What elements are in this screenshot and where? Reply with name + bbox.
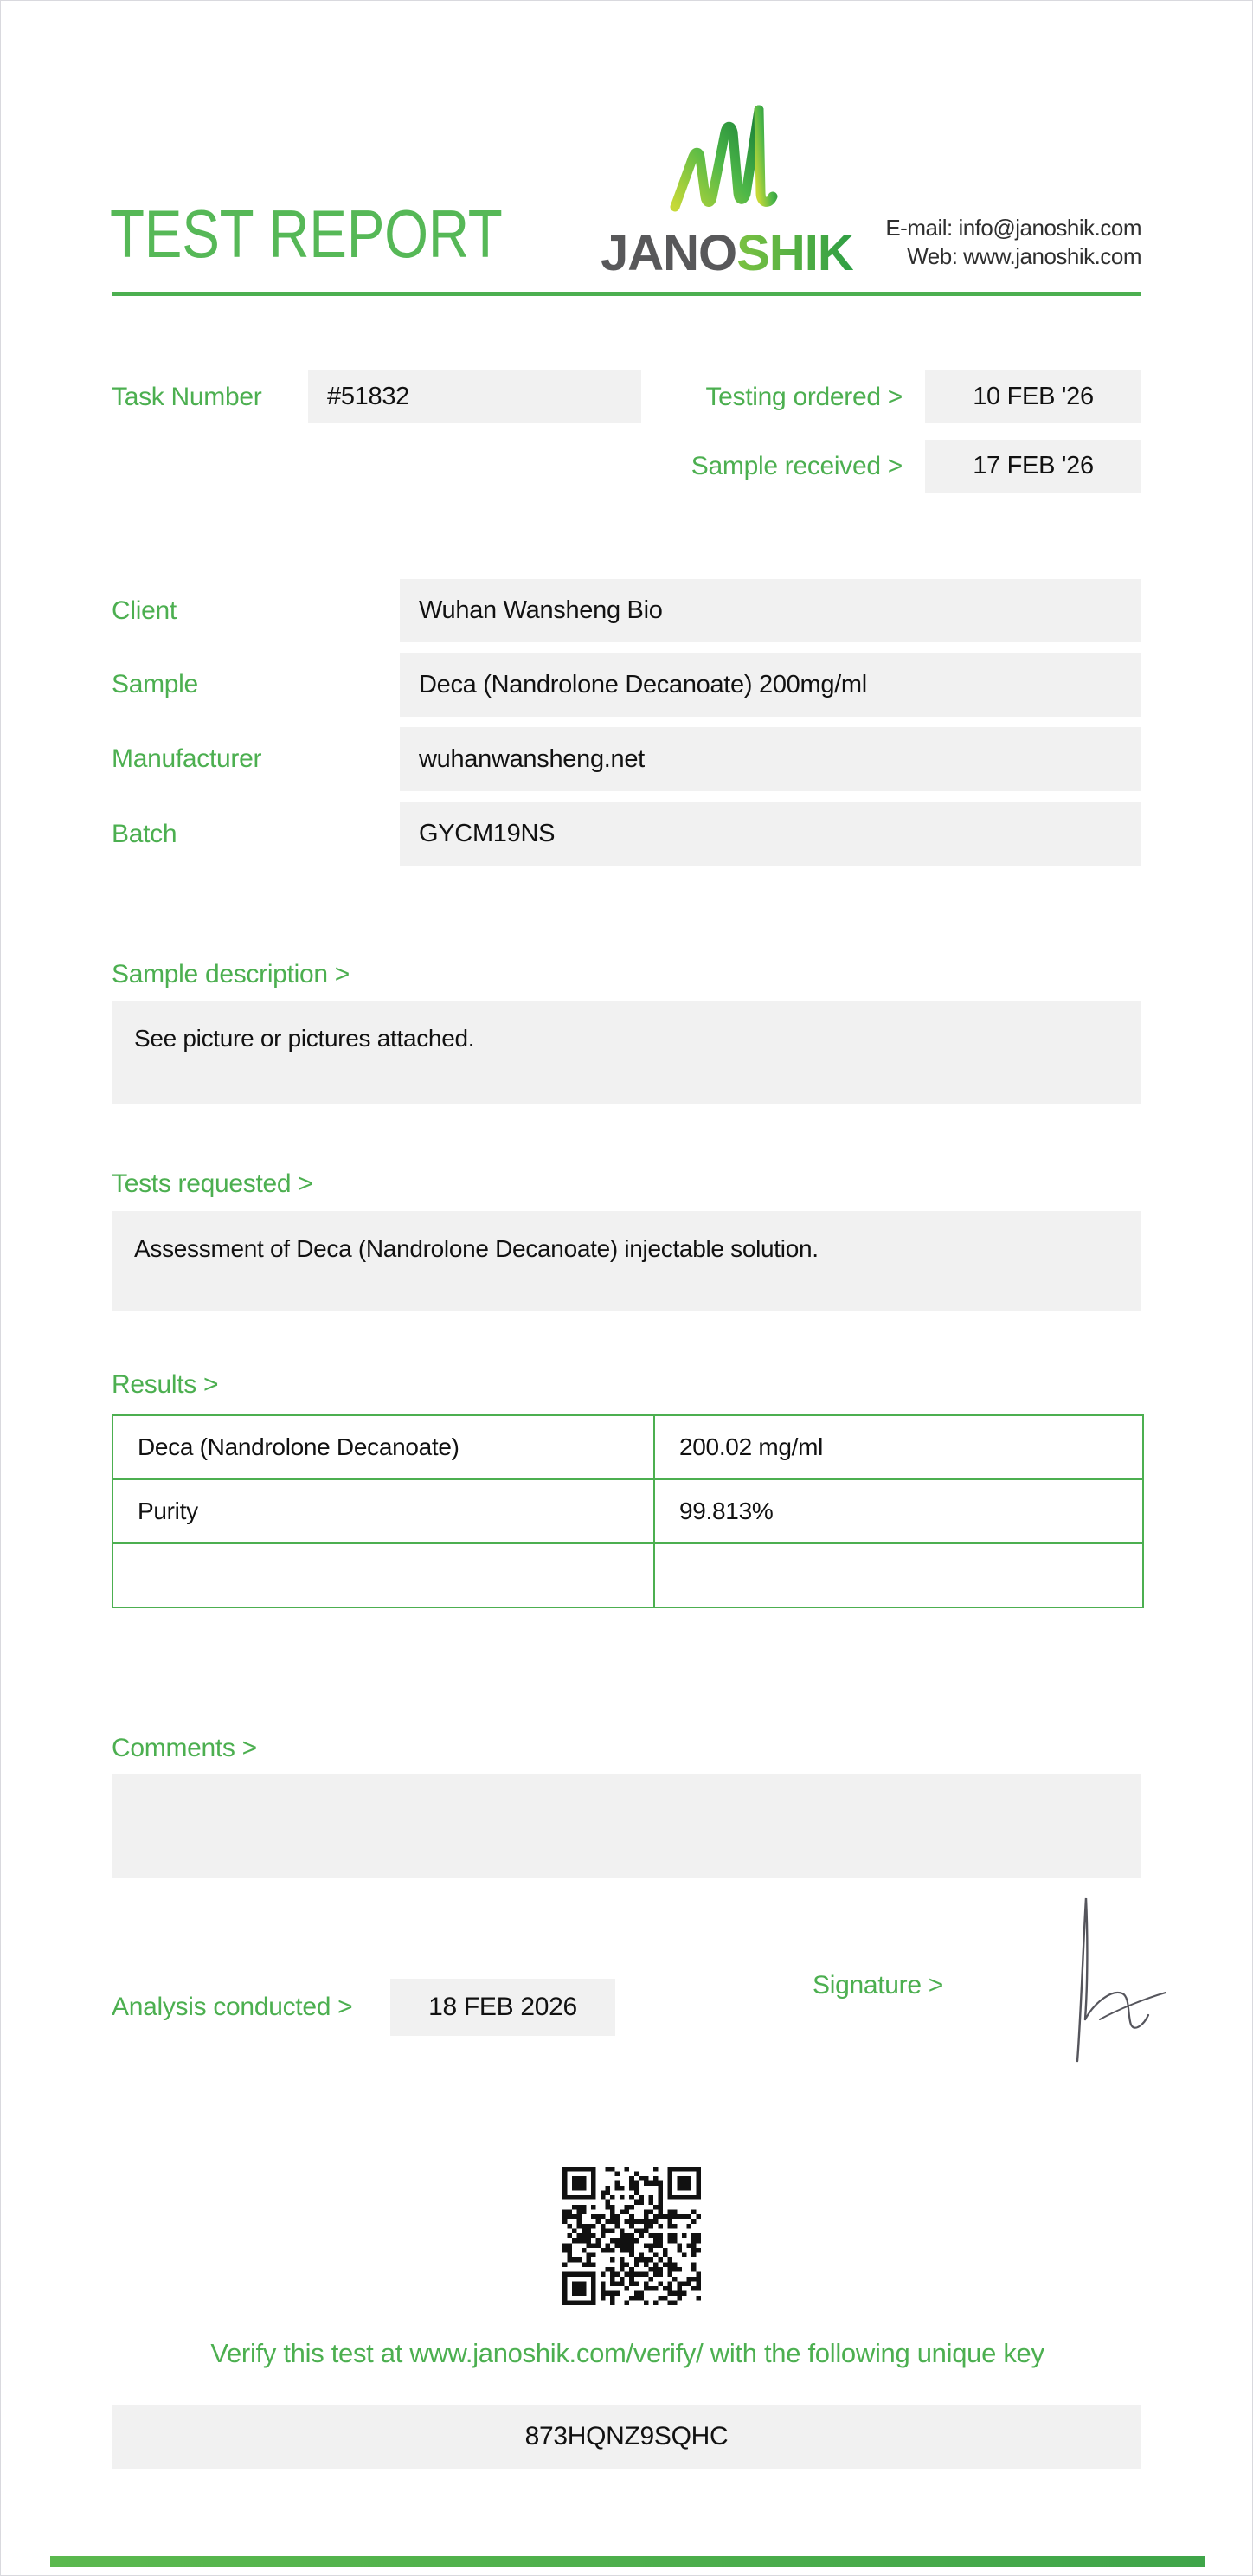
- results-label: Results >: [112, 1370, 219, 1399]
- contact-email: E-mail: info@janoshik.com: [885, 215, 1141, 241]
- page-title: TEST REPORT: [110, 196, 503, 272]
- logo-wordmark-dark: JANO: [601, 225, 737, 281]
- comments-label: Comments >: [112, 1734, 257, 1762]
- result-name-cell: [112, 1543, 654, 1607]
- logo-mark-icon: [669, 103, 787, 214]
- results-row: [112, 1543, 1143, 1607]
- analysis-date-box: 18 FEB 2026: [390, 1979, 615, 2036]
- testing-ordered-label: Testing ordered >: [705, 382, 903, 411]
- results-row: [112, 1479, 1143, 1543]
- footer-bar: [50, 2556, 1205, 2567]
- sample-description-box: [112, 1001, 1141, 1104]
- contact-block: [882, 214, 1141, 271]
- logo-wordmark: [601, 224, 853, 282]
- header-divider: [112, 292, 1141, 296]
- results-table: [112, 1414, 1144, 1608]
- sample-value-box: Deca (Nandrolone Decanoate) 200mg/ml: [400, 653, 1141, 717]
- analysis-conducted-label: Analysis conducted >: [112, 1993, 353, 2021]
- contact-web: Web: www.janoshik.com: [907, 243, 1141, 269]
- client-label: Client: [112, 596, 177, 625]
- batch-label: Batch: [112, 819, 177, 848]
- logo-wordmark-accent: SHIK: [736, 225, 853, 281]
- sample-description-text: See picture or pictures attached.: [134, 1025, 475, 1052]
- signature-image: [1031, 1888, 1178, 2070]
- signature-label: Signature >: [813, 1971, 943, 2000]
- sample-description-label: Sample description >: [112, 960, 350, 989]
- task-number-box: #51832: [308, 370, 641, 423]
- sample-label: Sample: [112, 670, 198, 699]
- unique-key-box: 873HQNZ9SQHC: [112, 2405, 1141, 2469]
- client-value-box: Wuhan Wansheng Bio: [400, 579, 1141, 642]
- tests-requested-label: Tests requested >: [112, 1169, 313, 1198]
- result-value-cell: 99.813%: [654, 1479, 1143, 1543]
- result-name-cell: Purity: [112, 1479, 654, 1543]
- tests-requested-box: [112, 1211, 1141, 1311]
- sample-received-label: Sample received >: [691, 451, 903, 480]
- testing-ordered-box: 10 FEB '26: [925, 370, 1141, 423]
- result-value-cell: [654, 1543, 1143, 1607]
- results-row: [112, 1415, 1143, 1479]
- manufacturer-label: Manufacturer: [112, 744, 262, 773]
- qr-code: [562, 2167, 701, 2305]
- batch-value-box: GYCM19NS: [400, 802, 1141, 866]
- tests-requested-text: Assessment of Deca (Nandrolone Decanoate) injectable solution.: [134, 1235, 819, 1262]
- manufacturer-value-box: wuhanwansheng.net: [400, 727, 1141, 791]
- result-name-cell: Deca (Nandrolone Decanoate): [112, 1415, 654, 1479]
- comments-box: [112, 1774, 1141, 1878]
- verify-text: Verify this test at www.janoshik.com/verify/ with the following unique key: [210, 2338, 1044, 2368]
- result-value-cell: 200.02 mg/ml: [654, 1415, 1143, 1479]
- sample-received-box: 17 FEB '26: [925, 440, 1141, 493]
- task-number-label: Task Number: [112, 382, 262, 411]
